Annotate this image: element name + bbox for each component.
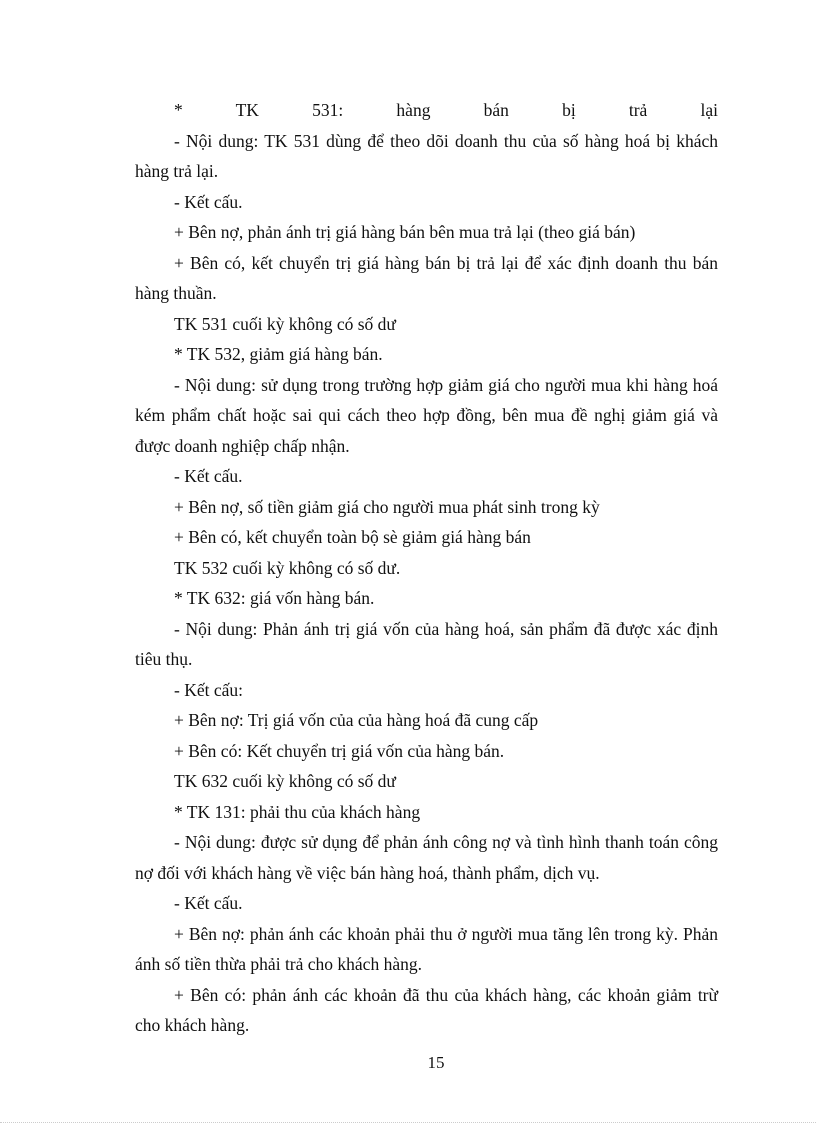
tk-532-debit: + Bên nợ, số tiền giảm giá cho người mua phát sinh trong kỳ bbox=[174, 496, 600, 517]
tk-632-structure-label: - Kết cấu: bbox=[174, 679, 243, 700]
page-number: 15 bbox=[427, 1053, 445, 1072]
tk-632-debit: + Bên nợ: Trị giá vốn của của hàng hoá đã cung cấp bbox=[174, 710, 539, 730]
tk-131-structure-label: - Kết cấu. bbox=[174, 893, 243, 913]
tk-531-content: - Nội dung: TK 531 dùng để theo dõi doanh thu của số hàng hoá bị khách hàng trả lại. bbox=[135, 130, 718, 181]
tk-531-structure-label: - Kết cấu. bbox=[174, 191, 243, 212]
heading-tk-532: * TK 532, giảm giá hàng bán. bbox=[174, 344, 383, 364]
tk-532-content: - Nội dung: sử dụng trong trường hợp giảm giá cho người mua khi hàng hoá kém phẩm chất hoặc sai qui cách theo hợp đồng, bên mua đề nghị giảm giá và được doanh nghiệp chấp nhận. bbox=[135, 374, 718, 456]
tk-131-content: - Nội dung: được sử dụng để phản ánh công nợ và tình hình thanh toán công nợ đối với khách hàng về việc bán hàng hoá, thành phẩm, dịch vụ. bbox=[135, 832, 718, 883]
tk-531-debit: + Bên nợ, phản ánh trị giá hàng bán bên mua trả lại (theo giá bán) bbox=[174, 222, 636, 242]
tk-632-content: - Nội dung: Phản ánh trị giá vốn của hàng hoá, sản phẩm đã được xác định tiêu thụ. bbox=[135, 618, 718, 669]
tk-131-credit: + Bên có: phản ánh các khoản đã thu của khách hàng, các khoản giảm trừ cho khách hàng. bbox=[135, 984, 718, 1035]
tk-532-credit: + Bên có, kết chuyển toàn bộ sè giảm giá hàng bán bbox=[174, 527, 531, 547]
heading-tk-531: * TK 531: hàng bán bị trả lại bbox=[174, 100, 718, 120]
tk-531-credit: + Bên có, kết chuyển trị giá hàng bán bị trả lại để xác định doanh thu bán hàng thuần. bbox=[135, 252, 718, 303]
tk-632-balance-note: TK 632 cuối kỳ không có số dư bbox=[174, 771, 396, 791]
heading-tk-632: * TK 632: giá vốn hàng bán. bbox=[174, 588, 375, 608]
tk-131-debit: + Bên nợ: phản ánh các khoản phải thu ở người mua tăng lên trong kỳ. Phản ánh số tiền thừa phải trả cho khách hàng. bbox=[135, 923, 718, 974]
heading-tk-131: * TK 131: phải thu của khách hàng bbox=[174, 801, 421, 822]
tk-532-structure-label: - Kết cấu. bbox=[174, 466, 243, 486]
tk-531-balance-note: TK 531 cuối kỳ không có số dư bbox=[174, 313, 396, 334]
page-body bbox=[135, 95, 718, 1041]
tk-532-balance-note: TK 532 cuối kỳ không có số dư. bbox=[174, 557, 401, 578]
tk-632-credit: + Bên có: Kết chuyển trị giá vốn của hàng bán. bbox=[174, 740, 505, 761]
